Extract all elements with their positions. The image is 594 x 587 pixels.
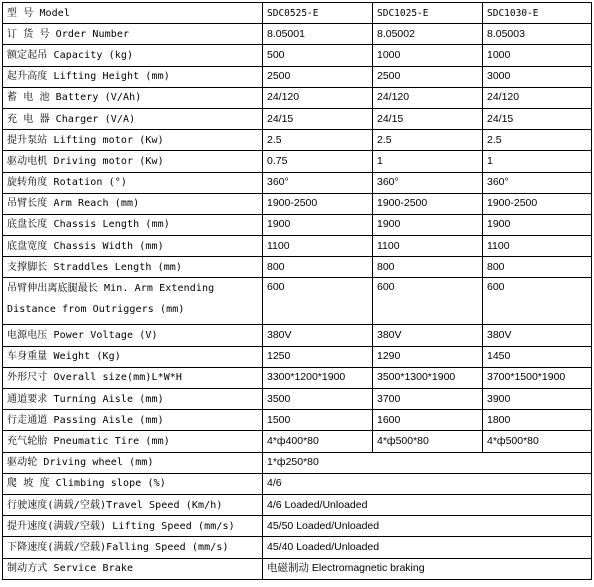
row-value-col-1: 0.75 [263, 151, 373, 172]
row-value-col-3: 1 [483, 151, 592, 172]
row-label: 驱动轮 Driving wheel (mm) [3, 452, 263, 473]
row-value-col-1: 1900-2500 [263, 193, 373, 214]
table-row [3, 494, 592, 515]
row-value-col-3: 380V [483, 325, 592, 346]
spec-table-body [3, 3, 592, 580]
row-value-col-3: 8.05003 [483, 24, 592, 45]
table-row [3, 452, 592, 473]
row-label: 下降速度(满载/空载)Falling Speed (mm/s) [3, 537, 263, 558]
row-label: 提升速度(满载/空载) Lifting Speed (mm/s) [3, 516, 263, 537]
row-value-col-3: 800 [483, 257, 592, 278]
row-label: 订 货 号 Order Number [3, 24, 263, 45]
row-value-col-1: SDC0525-E [263, 3, 373, 24]
row-value-col-3: 1900-2500 [483, 193, 592, 214]
row-value-col-2: 2500 [373, 66, 483, 87]
row-value-col-1: 800 [263, 257, 373, 278]
row-label: 车身重量 Weight (Kg) [3, 346, 263, 367]
row-value-col-1: 2.5 [263, 130, 373, 151]
row-value-col-3: 1450 [483, 346, 592, 367]
row-value-col-3: 4*ф500*80 [483, 431, 592, 452]
table-row [3, 193, 592, 214]
row-value-col-1: 1100 [263, 236, 373, 257]
row-label: 通道要求 Turning Aisle (mm) [3, 389, 263, 410]
table-row [3, 130, 592, 151]
row-value-shared: 45/50 Loaded/Unloaded [263, 516, 592, 537]
table-row [3, 346, 592, 367]
table-row [3, 473, 592, 494]
row-label: 充气轮胎 Pneumatic Tire (mm) [3, 431, 263, 452]
row-value-col-3: 3000 [483, 66, 592, 87]
row-value-col-1: 1900 [263, 214, 373, 235]
row-value-col-3: 600 [483, 278, 592, 325]
row-value-col-3: 3700*1500*1900 [483, 367, 592, 388]
row-label: 额定起吊 Capacity (kg) [3, 45, 263, 66]
row-label: 吊臂伸出离底腿最长 Min. Arm Extending Distance from Outriggers (mm) [3, 278, 263, 325]
row-value-col-2: 1000 [373, 45, 483, 66]
row-value-col-3: 1900 [483, 214, 592, 235]
row-label: 旋转角度 Rotation (°) [3, 172, 263, 193]
table-row [3, 257, 592, 278]
row-label: 型 号 Model [3, 3, 263, 24]
table-row [3, 325, 592, 346]
row-value-col-1: 360° [263, 172, 373, 193]
row-label: 行走通道 Passing Aisle (mm) [3, 410, 263, 431]
table-row [3, 389, 592, 410]
row-label: 行驶速度(满载/空载)Travel Speed (Km/h) [3, 494, 263, 515]
row-label: 蓄 电 池 Battery (V/Ah) [3, 87, 263, 108]
row-value-col-2: 1290 [373, 346, 483, 367]
row-value-col-3: 1100 [483, 236, 592, 257]
row-value-col-1: 1250 [263, 346, 373, 367]
row-value-col-3: 3900 [483, 389, 592, 410]
row-value-col-3: 24/120 [483, 87, 592, 108]
row-value-col-2: 4*ф500*80 [373, 431, 483, 452]
table-row [3, 367, 592, 388]
row-value-col-3: 2.5 [483, 130, 592, 151]
row-value-col-2: 1900-2500 [373, 193, 483, 214]
table-row [3, 410, 592, 431]
row-label: 爬 坡 度 Climbing slope (%) [3, 473, 263, 494]
row-label: 支撑脚长 Straddles Length (mm) [3, 257, 263, 278]
row-value-col-1: 4*ф400*80 [263, 431, 373, 452]
row-value-col-3: 1800 [483, 410, 592, 431]
row-value-col-1: 500 [263, 45, 373, 66]
row-value-col-2: 24/120 [373, 87, 483, 108]
row-label: 底盘宽度 Chassis Width (mm) [3, 236, 263, 257]
row-value-col-1: 3500 [263, 389, 373, 410]
row-label: 电源电压 Power Voltage (V) [3, 325, 263, 346]
table-row [3, 108, 592, 129]
row-label: 外形尺寸 Overall size(mm)L*W*H [3, 367, 263, 388]
row-value-col-2: SDC1025-E [373, 3, 483, 24]
row-value-col-2: 360° [373, 172, 483, 193]
table-row [3, 151, 592, 172]
table-row [3, 66, 592, 87]
row-value-col-1: 1500 [263, 410, 373, 431]
row-value-col-2: 800 [373, 257, 483, 278]
table-row [3, 172, 592, 193]
row-value-col-2: 1 [373, 151, 483, 172]
table-row [3, 537, 592, 558]
table-row [3, 516, 592, 537]
table-row [3, 24, 592, 45]
row-value-col-1: 24/15 [263, 108, 373, 129]
spec-table [2, 2, 592, 580]
row-value-shared: 4/6 [263, 473, 592, 494]
row-value-col-2: 2.5 [373, 130, 483, 151]
row-value-shared: 45/40 Loaded/Unloaded [263, 537, 592, 558]
row-value-col-3: 1000 [483, 45, 592, 66]
table-row [3, 45, 592, 66]
row-label: 制动方式 Service Brake [3, 558, 263, 579]
row-label: 提升泵站 Lifting motor (Kw) [3, 130, 263, 151]
row-value-col-2: 8.05002 [373, 24, 483, 45]
table-row [3, 431, 592, 452]
row-label: 驱动电机 Driving motor (Kw) [3, 151, 263, 172]
row-value-col-1: 24/120 [263, 87, 373, 108]
row-value-shared: 电磁制动 Electromagnetic braking [263, 558, 592, 579]
row-value-col-2: 3700 [373, 389, 483, 410]
row-value-col-2: 1900 [373, 214, 483, 235]
row-value-col-1: 8.05001 [263, 24, 373, 45]
table-row [3, 278, 592, 325]
row-label: 充 电 器 Charger (V/A) [3, 108, 263, 129]
row-value-col-1: 3300*1200*1900 [263, 367, 373, 388]
table-row [3, 87, 592, 108]
row-value-shared: 4/6 Loaded/Unloaded [263, 494, 592, 515]
row-label: 底盘长度 Chassis Length (mm) [3, 214, 263, 235]
row-value-col-3: 360° [483, 172, 592, 193]
row-value-col-1: 380V [263, 325, 373, 346]
row-value-col-2: 380V [373, 325, 483, 346]
row-value-col-1: 600 [263, 278, 373, 325]
row-value-col-2: 1100 [373, 236, 483, 257]
row-value-col-2: 600 [373, 278, 483, 325]
row-label: 吊臂长度 Arm Reach (mm) [3, 193, 263, 214]
table-row [3, 236, 592, 257]
row-value-col-3: SDC1030-E [483, 3, 592, 24]
row-value-col-3: 24/15 [483, 108, 592, 129]
table-row [3, 558, 592, 579]
row-value-col-1: 2500 [263, 66, 373, 87]
table-row [3, 214, 592, 235]
row-value-shared: 1*ф250*80 [263, 452, 592, 473]
row-value-col-2: 3500*1300*1900 [373, 367, 483, 388]
row-value-col-2: 24/15 [373, 108, 483, 129]
row-value-col-2: 1600 [373, 410, 483, 431]
row-label: 起升高度 Lifting Height (mm) [3, 66, 263, 87]
table-row [3, 3, 592, 24]
